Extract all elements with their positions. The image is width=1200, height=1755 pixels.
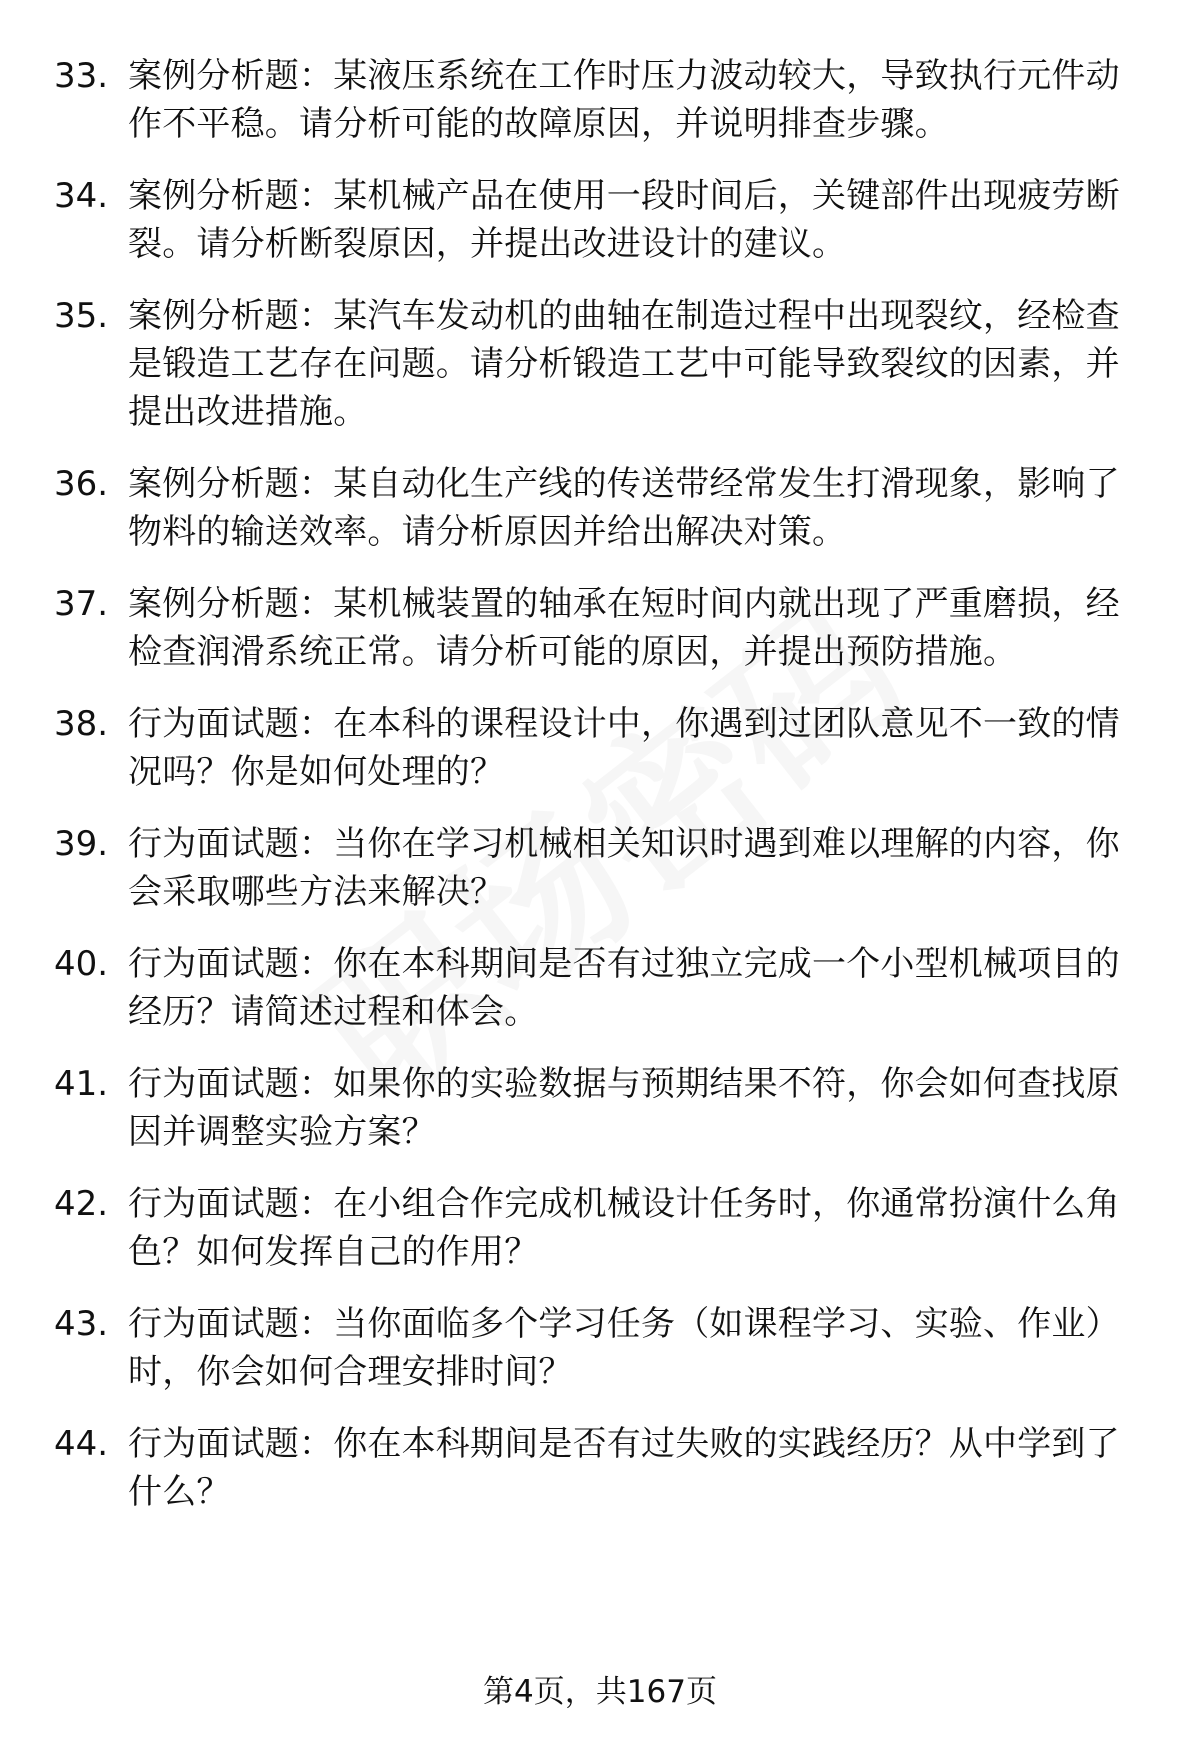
question-number: 33. <box>54 56 109 96</box>
question-text: 行为面试题：你在本科期间是否有过独立完成一个小型机械项目的经历？请简述过程和体会。 <box>128 944 1120 1032</box>
question-number: 34. <box>54 176 109 216</box>
question-number: 38. <box>54 704 109 744</box>
question-number: 44. <box>54 1424 109 1464</box>
question-text: 行为面试题：当你在学习机械相关知识时遇到难以理解的内容，你会采取哪些方法来解决？ <box>128 824 1120 912</box>
question-number: 37. <box>54 584 109 624</box>
question-text: 案例分析题：某自动化生产线的传送带经常发生打滑现象，影响了物料的输送效率。请分析原因并给出解决对策。 <box>128 464 1120 552</box>
question-text: 行为面试题：在本科的课程设计中，你遇到过团队意见不一致的情况吗？你是如何处理的？ <box>128 704 1120 792</box>
question-text: 行为面试题：如果你的实验数据与预期结果不符，你会如何查找原因并调整实验方案？ <box>128 1064 1120 1152</box>
question-text: 案例分析题：某机械产品在使用一段时间后，关键部件出现疲劳断裂。请分析断裂原因，并提出改进设计的建议。 <box>128 176 1120 264</box>
page-number: 第4页，共167页 <box>483 1674 717 1710</box>
question-number: 35. <box>54 296 109 336</box>
question-text: 案例分析题：某机械装置的轴承在短时间内就出现了严重磨损，经检查润滑系统正常。请分析可能的原因，并提出预防措施。 <box>128 584 1120 672</box>
question-number: 42. <box>54 1184 109 1224</box>
question-number: 36. <box>54 464 109 504</box>
question-text: 案例分析题：某液压系统在工作时压力波动较大，导致执行元件动作不平稳。请分析可能的故障原因，并说明排查步骤。 <box>128 56 1120 144</box>
question-number: 39. <box>54 824 109 864</box>
question-text: 行为面试题：你在本科期间是否有过失败的实践经历？从中学到了什么？ <box>128 1424 1120 1512</box>
question-number: 41. <box>54 1064 109 1104</box>
question-text: 行为面试题：当你面临多个学习任务（如课程学习、实验、作业）时，你会如何合理安排时间？ <box>128 1304 1120 1392</box>
question-text: 案例分析题：某汽车发动机的曲轴在制造过程中出现裂纹，经检查是锻造工艺存在问题。请分析锻造工艺中可能导致裂纹的因素，并提出改进措施。 <box>128 296 1120 432</box>
question-number: 40. <box>54 944 109 984</box>
question-text: 行为面试题：在小组合作完成机械设计任务时，你通常扮演什么角色？如何发挥自己的作用？ <box>128 1184 1120 1272</box>
question-number: 43. <box>54 1304 109 1344</box>
